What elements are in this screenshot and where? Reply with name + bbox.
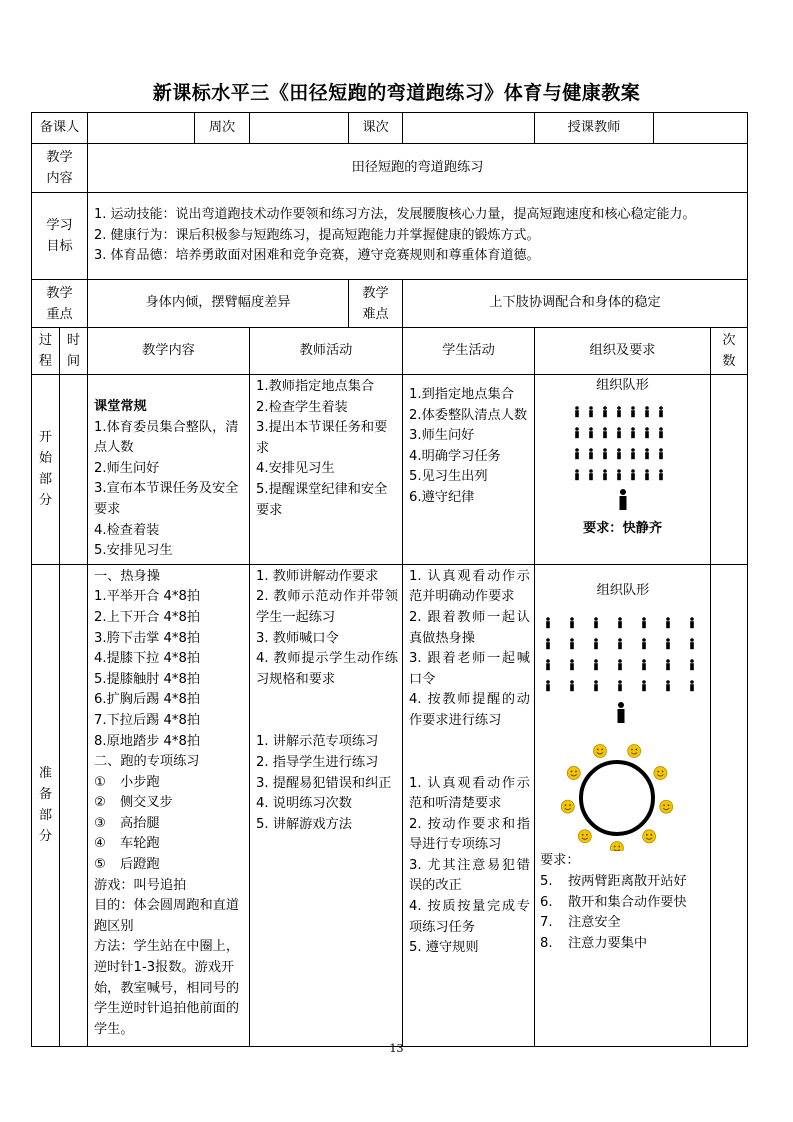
start-phase: 开始部分 [32,375,60,565]
formation-title: 组织队形 [596,378,649,393]
prep-phase: 准备部分 [32,564,60,1046]
routine-heading: 课堂常规 [94,399,147,414]
formation-diagram-start [535,397,715,519]
objective-item: 3. 体育品德：培养勇敢面对困难和竞争竞赛，遵守竞赛规则和尊重体育道德。 [94,248,540,264]
objectives-row [32,193,748,280]
col-process: 过程 [32,328,60,375]
lesson-plan-table [31,112,748,1047]
start-requirement: 要求：快静齐 [582,520,663,536]
teacher-value [654,113,748,144]
col-time: 时间 [60,328,88,375]
col-teacher: 教师活动 [250,328,403,375]
start-teacher: 1.教师指定地点集合 2.检查学生着装 3.提出本节课任务和要求 4.安排见习生 5.提醒课堂纪律和安全要求 [250,375,403,565]
start-count [711,375,748,565]
start-organization [535,375,711,565]
column-header-row [32,328,748,375]
prep-count [711,564,748,1046]
header-row [32,113,748,144]
col-content: 教学内容 [88,328,250,375]
content-row [32,144,748,193]
prep-student: 1. 认真观看动作示范并明确动作要求 2. 跟着教师一起认真做热身操 3. 跟着老师一起喊口令 4. 按教师提醒的动作要求进行练习 1. 认真观看动作示范和听清楚要求 2. 按动作要求和指导进行专项练习 3. 尤其注意易犯错误的改正 4. 按质按量完成专项练习任务 5. 遵守规则 [403,564,535,1046]
col-student: 学生活动 [403,328,535,375]
objective-item: 1. 运动技能：说出弯道跑技术动作要领和练习方法，发展腰腹核心力量，提高短跑速度和核心稳定能力。 [94,207,696,223]
center-circle [581,762,653,834]
col-count: 次数 [711,328,748,375]
formation-diagram-prep [540,601,720,851]
formation-title-prep: 组织队形 [596,582,650,598]
start-content: 课堂常规 1.体育委员集合整队，清点人数 2.师生问好 3.宣布本节课任务及安全要求 4.检查着装 5.安排见习生 [88,375,250,565]
difficulty-value: 上下肢协调配合和身体的稳定 [403,280,748,328]
col-organization: 组织及要求 [535,328,711,375]
difficulty-label: 教学难点 [349,280,403,328]
objective-item: 2. 健康行为：课后积极参与短跑练习，提高短跑能力并掌握健康的锻炼方式。 [94,227,540,243]
teacher-label: 授课教师 [535,113,654,144]
prep-organization [535,564,711,1046]
prep-requirements: 要求： 5. 按两臂距离散开站好 6. 散开和集合动作要快 7. 注意安全 8. 注意力要集中 [540,853,687,951]
prep-teacher: 1. 教师讲解动作要求 2. 教师示范动作并带领学生一起练习 3. 教师喊口令 4. 教师提示学生动作练习规格和要求 1. 讲解示范专项练习 2. 指导学生进行练习 3. 提醒易犯错误和纠正 4. 说明练习次数 5. 讲解游戏方法 [250,564,403,1046]
week-value [250,113,349,144]
start-time [60,375,88,565]
document-title: 新课标水平三《田径短跑的弯道跑练习》体育与健康教案 [152,82,641,104]
start-student: 1.到指定地点集合 2.体委整队清点人数 3.师生问好 4.明确学习任务 5.见习生出列 6.遵守纪律 [403,375,535,565]
page-number: 13 [389,1042,404,1055]
prep-section-row [32,564,748,1046]
preparer-value [88,113,195,144]
start-section-row [32,375,748,565]
week-label: 周次 [195,113,250,144]
teacher-figure [620,489,627,510]
preparer-label: 备课人 [32,113,88,144]
key-value: 身体内倾，摆臂幅度差异 [88,280,349,328]
prep-content: 一、热身操 1.平举开合 4*8拍 2.上下开合 4*8拍 3.胯下击掌 4*8拍 4.提膝下拉 4*8拍 5.提膝触肘 4*8拍 6.扩胸后踢 4*8拍 7.下拉后踢 4*8拍 8.原地踏步 4*8拍 二、跑的专项练习 ① 小步跑 ② 侧交叉步 ③ 高抬腿 ④ 车轮跑 ⑤ 后蹬跑 游戏：叫号追拍 目的：体会圆周跑和直道跑区别 方法：学生站在中圈上，逆时针1-3报数。游戏开始，教室喊号，相同号的学生逆时针追拍他前面的学生。 [88,564,250,1046]
lesson-label: 课次 [349,113,403,144]
key-points-row [32,280,748,328]
teacher-figure-prep [618,702,625,723]
key-label: 教学重点 [32,280,88,328]
student-figures [546,618,694,692]
lesson-value [403,113,535,144]
prep-time [60,564,88,1046]
objectives-label: 学习目标 [32,193,88,280]
content-label: 教学内容 [32,144,88,193]
student-figures [575,406,663,480]
content-value: 田径短跑的弯道跑练习 [88,144,748,193]
objectives-list [88,193,748,280]
